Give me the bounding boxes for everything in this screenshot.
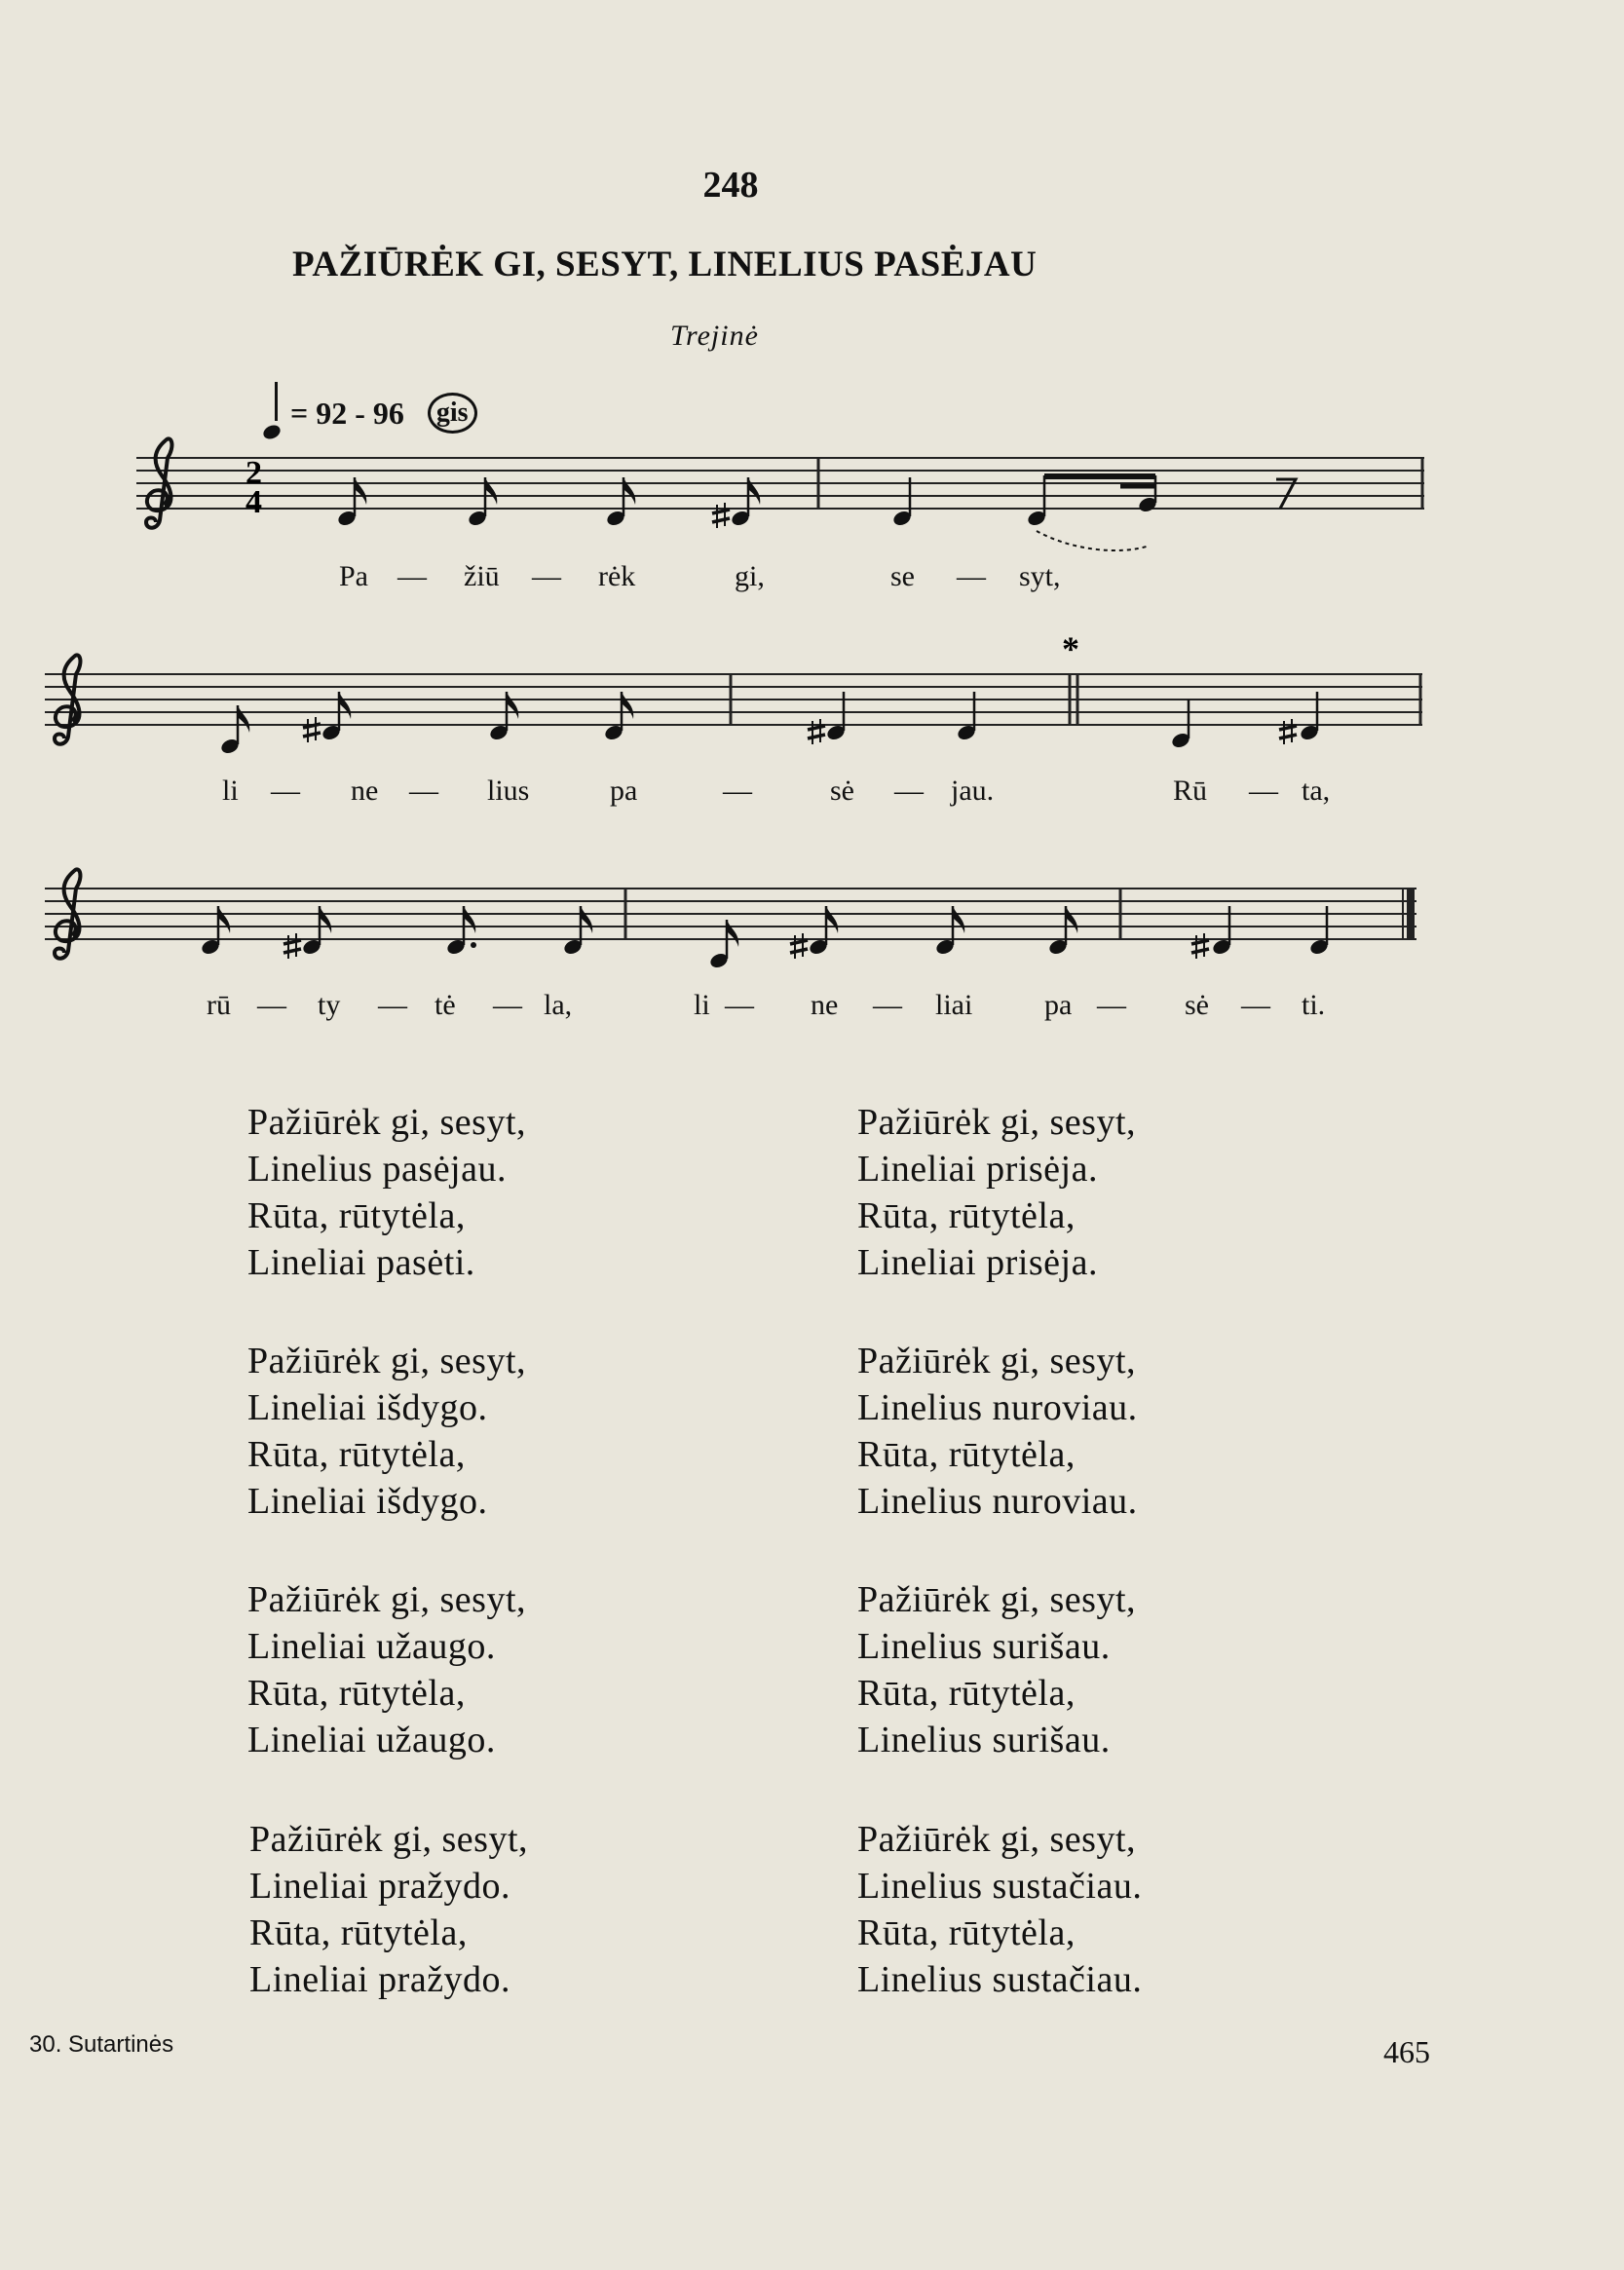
lyric-syllable: pa [1044, 989, 1073, 1021]
lyric-syllable: la, [544, 989, 573, 1021]
sharp-icon [283, 933, 301, 959]
lyric-syllable: Pa [339, 560, 368, 592]
lyric-syllable: — [723, 775, 752, 807]
lyric-syllable: — [1097, 989, 1126, 1021]
verse-line: Linelius surišau. [857, 1720, 1111, 1760]
verse-line: Lineliai pražydo. [249, 1866, 511, 1907]
lyric-syllable: — [725, 989, 754, 1021]
verse-line: Rūta, rūtytėla, [857, 1912, 1076, 1953]
lyric-syllable: — [409, 775, 438, 807]
lyric-syllable: ty [318, 989, 341, 1021]
lyric-syllable: jau. [951, 775, 995, 807]
lyric-syllable: syt, [1019, 560, 1061, 592]
verse-line: Linelius nuroviau. [857, 1387, 1138, 1428]
verse-line: Lineliai užaugo. [247, 1626, 496, 1667]
verse-line: Lineliai prisėja. [857, 1242, 1098, 1283]
verse-line: Linelius sustačiau. [857, 1866, 1143, 1907]
lyric-syllable: se [890, 560, 915, 592]
lyric-syllable: Rū [1173, 775, 1208, 807]
lyric-syllable: — [1249, 775, 1278, 807]
note [605, 477, 635, 528]
lyric-syllable: li [694, 989, 710, 1021]
verse-line: Lineliai pasėti. [247, 1242, 475, 1283]
lyric-syllable: ne [811, 989, 839, 1021]
verse-line: Pažiūrėk gi, sesyt, [247, 1102, 527, 1143]
lyric-syllable: — [873, 989, 902, 1021]
lyric-syllable: — [894, 775, 924, 807]
footer-chapter: 30. Sutartinės [29, 2031, 174, 2058]
key-indicator: gis [428, 393, 477, 434]
dot-icon [471, 942, 476, 948]
song-number: 248 [702, 165, 759, 206]
verse-line: Pažiūrėk gi, sesyt, [247, 1579, 527, 1620]
sharp-icon [790, 933, 808, 959]
lyric-syllable: tė [434, 989, 456, 1021]
sharp-icon [808, 719, 825, 744]
verse-line: Linelius nuroviau. [857, 1481, 1138, 1522]
verse-line: Lineliai išdygo. [247, 1387, 488, 1428]
verse-left-2 [247, 1338, 526, 1525]
note [891, 477, 913, 528]
verse-line: Pažiūrėk gi, sesyt, [857, 1341, 1137, 1381]
verse-right-2 [857, 1338, 1138, 1525]
beamed-notes [1026, 475, 1158, 550]
verse-line: Linelius sustačiau. [857, 1959, 1143, 2000]
lyric-syllable: — [957, 560, 986, 592]
lyric-syllable: lius [487, 775, 530, 807]
lyric-syllable: — [378, 989, 407, 1021]
note [467, 477, 497, 528]
verse-line: Pažiūrėk gi, sesyt, [857, 1102, 1137, 1143]
verse-right-4 [857, 1816, 1142, 2003]
verse-left-1 [247, 1099, 526, 1286]
sharp-icon [1279, 719, 1297, 744]
song-title: PAŽIŪRĖK GI, SESYT, LINELIUS PASĖJAU [292, 245, 1038, 284]
asterisk-mark: * [1062, 629, 1079, 668]
verse-right-1 [857, 1099, 1136, 1286]
verse-line: Linelius surišau. [857, 1626, 1111, 1667]
verse-right-3 [857, 1576, 1136, 1763]
verse-line: Rūta, rūtytėla, [857, 1434, 1076, 1475]
page-number: 465 [1383, 2034, 1430, 2069]
verse-line: Rūta, rūtytėla, [247, 1434, 466, 1475]
verse-line: Lineliai prisėja. [857, 1149, 1098, 1190]
lyric-syllable: — [397, 560, 427, 592]
verse-line: Rūta, rūtytėla, [249, 1912, 468, 1953]
music-notation [0, 0, 1624, 1052]
staff-1 [136, 438, 1424, 550]
verse-line: Pažiūrėk gi, sesyt, [247, 1341, 527, 1381]
staff-3 [45, 869, 1416, 969]
verse-line: Lineliai užaugo. [247, 1720, 496, 1760]
song-subtitle: Trejinė [670, 320, 759, 352]
verse-line: Rūta, rūtytėla, [857, 1673, 1076, 1714]
verse-line: Rūta, rūtytėla, [247, 1673, 466, 1714]
lyric-syllable: rėk [598, 560, 636, 592]
verse-line: Pažiūrėk gi, sesyt, [857, 1579, 1137, 1620]
verse-line: Rūta, rūtytėla, [857, 1195, 1076, 1236]
note [336, 477, 366, 528]
sharp-icon [303, 717, 321, 742]
lyric-syllable: — [271, 775, 300, 807]
lyric-syllable: li [222, 775, 239, 807]
sharp-icon [712, 503, 730, 528]
lyric-syllable: — [493, 989, 522, 1021]
lyric-syllable: — [532, 560, 561, 592]
lyric-syllable: ne [351, 775, 379, 807]
verse-left-3 [247, 1576, 526, 1763]
staff-2 [45, 629, 1422, 756]
lyric-syllable: — [1241, 989, 1270, 1021]
note [730, 477, 760, 528]
lyric-syllable: žiū [464, 560, 500, 592]
verse-line: Lineliai pražydo. [249, 1959, 511, 2000]
lyric-syllable: gi, [735, 560, 765, 592]
lyric-syllable: ti. [1302, 989, 1326, 1021]
lyric-syllable: pa [610, 775, 638, 807]
lyric-syllable: — [257, 989, 286, 1021]
lyric-syllable: rū [207, 989, 231, 1021]
verse-line: Linelius pasėjau. [247, 1149, 507, 1190]
lyric-syllable: liai [935, 989, 973, 1021]
lyric-syllable: sė [830, 775, 854, 807]
verse-line: Pažiūrėk gi, sesyt, [857, 1819, 1137, 1860]
verse-left-4 [249, 1816, 528, 2003]
tempo-value: = 92 - 96 [290, 395, 404, 431]
verse-line: Lineliai išdygo. [247, 1481, 488, 1522]
verse-line: Rūta, rūtytėla, [247, 1195, 466, 1236]
sharp-icon [1191, 933, 1209, 959]
lyric-syllable: ta, [1302, 775, 1331, 807]
time-signature-top: 2 [245, 455, 262, 491]
verse-line: Pažiūrėk gi, sesyt, [249, 1819, 529, 1860]
time-signature-bottom: 4 [245, 484, 262, 520]
lyric-syllable: sė [1185, 989, 1209, 1021]
